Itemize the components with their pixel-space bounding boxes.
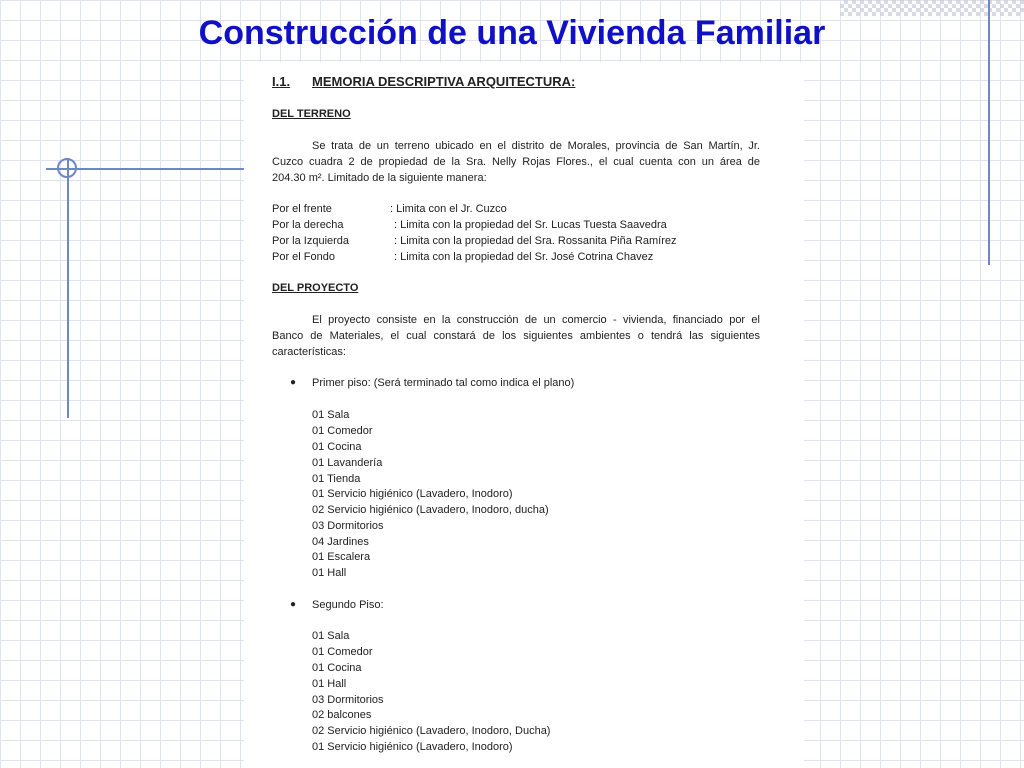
room-item: 03 Dormitorios — [312, 520, 384, 532]
bullet-icon: ● — [290, 599, 297, 610]
floor-title: Primer piso: (Será terminado tal como indica el plano) — [312, 377, 575, 389]
terreno-heading: DEL TERRENO — [272, 108, 351, 120]
room-item: 01 Comedor — [312, 646, 373, 658]
room-item: 02 balcones — [312, 709, 372, 721]
limit-value: : Limita con la propiedad del Sr. José Cotrina Chavez — [394, 251, 654, 263]
proyecto-paragraph-line: El proyecto consiste en la construcción de un comercio - vivienda, financiado por el — [312, 314, 760, 326]
terreno-paragraph-line: Cuzco cuadra 2 de propiedad de la Sra. Nelly Rojas Flores., el cual cuenta con un área de — [272, 156, 760, 168]
section-title: MEMORIA DESCRIPTIVA ARQUITECTURA: — [312, 74, 576, 89]
terreno-paragraph-line: Se trata de un terreno ubicado en el distrito de Morales, provincia de San Martín, Jr. — [312, 140, 760, 152]
room-item: 01 Cocina — [312, 662, 362, 674]
decorative-circle — [57, 158, 77, 178]
room-item: 01 Sala — [312, 409, 350, 421]
document-scan — [244, 62, 804, 768]
slide-title: Construcción de una Vivienda Familiar — [198, 14, 826, 52]
terreno-paragraph-line: 204.30 m². Limitado de la siguiente manera: — [272, 172, 487, 184]
limit-label: Por el Fondo — [272, 251, 335, 263]
limit-label: Por la derecha — [272, 219, 344, 231]
section-number: I.1. — [272, 74, 291, 89]
floor-title: Segundo Piso: — [312, 599, 384, 611]
room-item: 03 Dormitorios — [312, 694, 384, 706]
limit-value: : Limita con el Jr. Cuzco — [390, 203, 507, 215]
room-item: 01 Cocina — [312, 441, 362, 453]
decorative-line-vertical — [67, 158, 69, 418]
room-item: 02 Servicio higiénico (Lavadero, Inodoro, ducha) — [312, 504, 549, 516]
limit-label: Por la Izquierda — [272, 235, 350, 247]
room-item: 01 Servicio higiénico (Lavadero, Inodoro) — [312, 488, 513, 500]
proyecto-paragraph-line: Banco de Materiales, el cual constará de los siguientes ambientes o tendrá las siguientes — [272, 330, 760, 342]
limit-value: : Limita con la propiedad del Sra. Rossanita Piña Ramírez — [394, 235, 677, 247]
room-item: 04 Jardines — [312, 536, 369, 548]
room-item: 01 Sala — [312, 630, 350, 642]
room-item: 02 Servicio higiénico (Lavadero, Inodoro, Ducha) — [312, 725, 551, 737]
room-item: 01 Escalera — [312, 551, 371, 563]
room-item: 01 Tienda — [312, 473, 361, 485]
limit-label: Por el frente — [272, 203, 332, 215]
limit-value: : Limita con la propiedad del Sr. Lucas Tuesta Saavedra — [394, 219, 667, 231]
room-item: 01 Hall — [312, 678, 347, 690]
room-item: 01 Servicio higiénico (Lavadero, Inodoro) — [312, 741, 513, 753]
room-item: 01 Lavandería — [312, 457, 383, 469]
proyecto-paragraph-line: características: — [272, 346, 346, 358]
bullet-icon: ● — [290, 377, 297, 388]
room-item: 01 Hall — [312, 567, 347, 579]
room-item: 01 Comedor — [312, 425, 373, 437]
proyecto-heading: DEL PROYECTO — [272, 282, 359, 294]
